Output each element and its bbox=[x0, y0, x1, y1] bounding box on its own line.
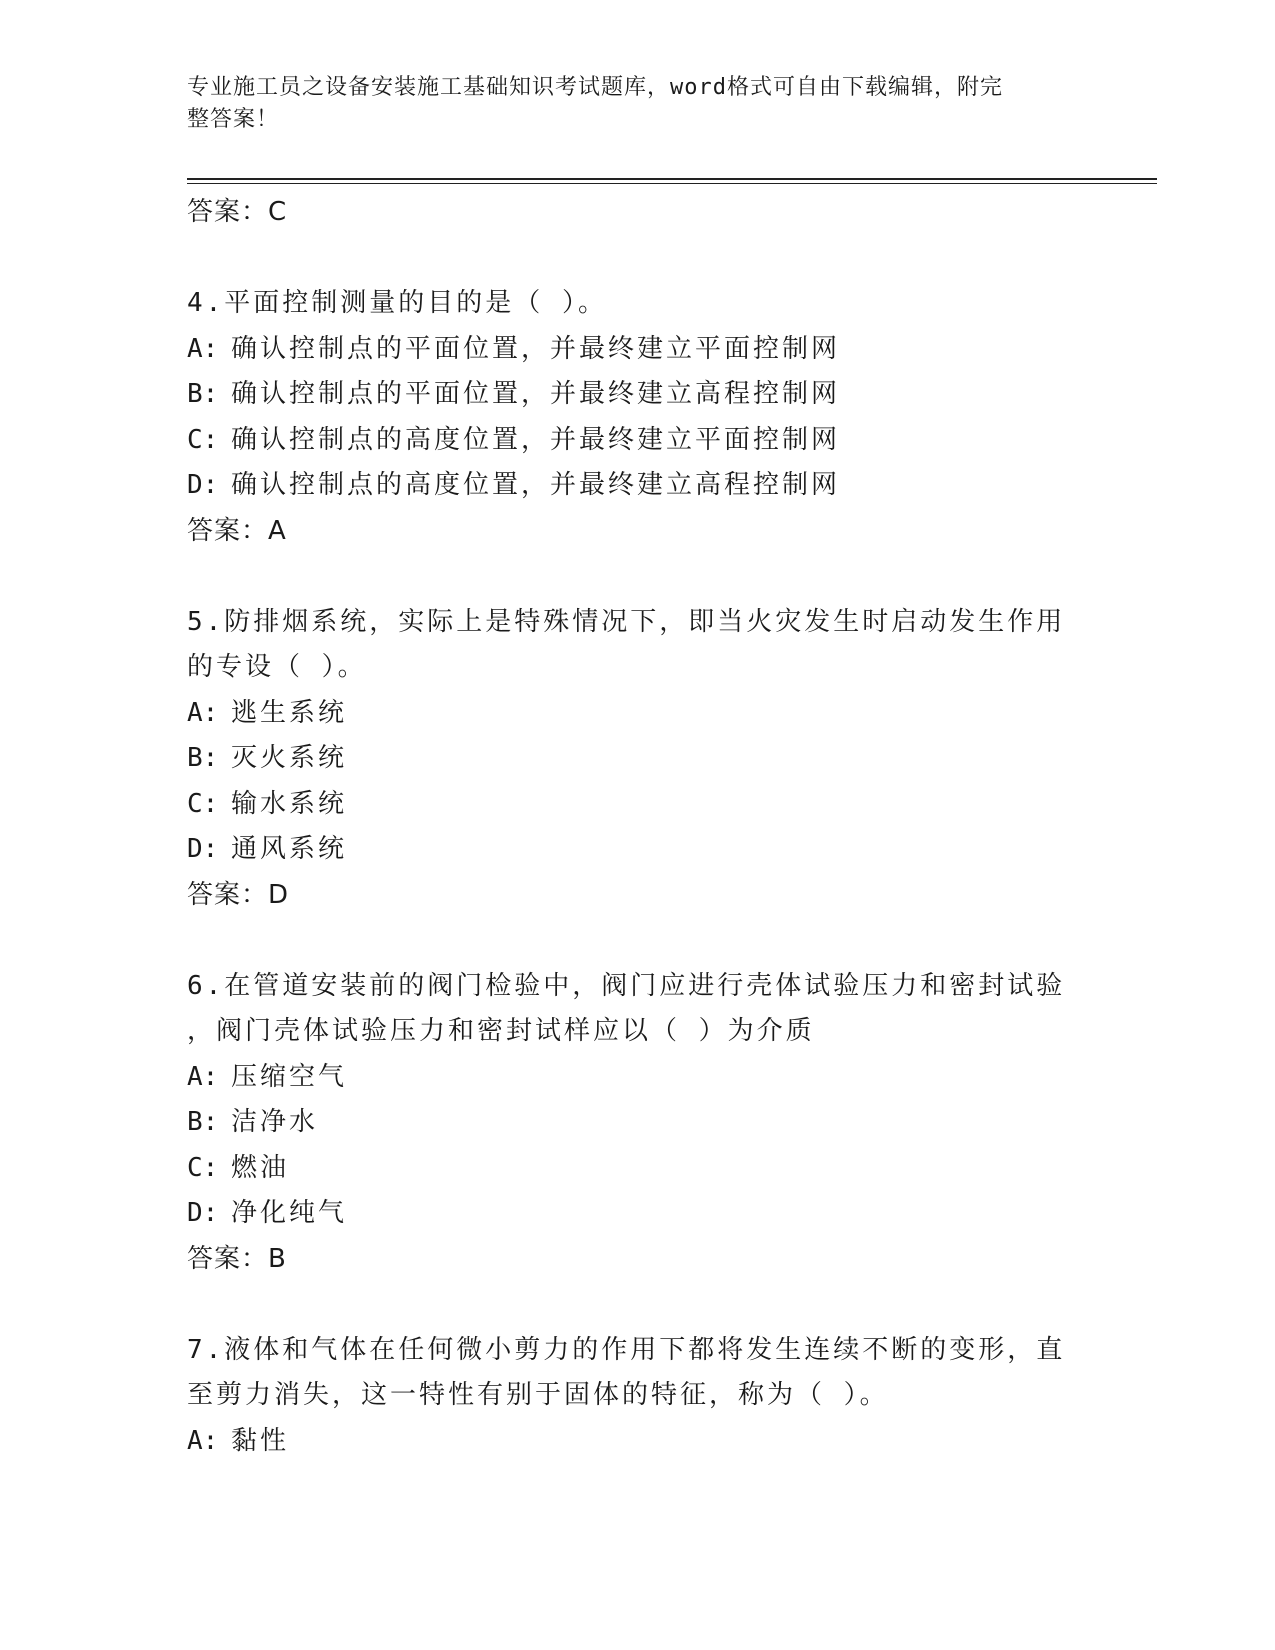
option-key: A: bbox=[187, 333, 219, 364]
answer-option bbox=[187, 463, 1087, 509]
question-text: 的专设（ ）。 bbox=[187, 652, 367, 682]
answer-option bbox=[187, 1146, 1087, 1192]
answer-option bbox=[187, 1100, 1087, 1146]
answer-option bbox=[187, 418, 1087, 464]
answer-option bbox=[187, 1419, 1087, 1465]
option-key: A: bbox=[187, 1061, 219, 1092]
option-key: C: bbox=[187, 1152, 219, 1183]
answer-option bbox=[187, 827, 1087, 873]
option-key: B: bbox=[187, 379, 219, 409]
spacer bbox=[187, 918, 1087, 964]
answer-option bbox=[187, 327, 1087, 373]
answer-option bbox=[187, 691, 1087, 737]
answer-line: 答案：A bbox=[187, 515, 287, 546]
option-text: 黏性 bbox=[231, 1425, 290, 1456]
option-key: D: bbox=[187, 1198, 219, 1228]
spacer bbox=[187, 1282, 1087, 1328]
answer-line: 答案：B bbox=[187, 1243, 287, 1274]
option-key: C: bbox=[187, 424, 219, 455]
option-text: 确认控制点的平面位置，并最终建立高程控制网 bbox=[231, 379, 841, 409]
option-key: B: bbox=[187, 743, 219, 773]
answer-line: 答案：D bbox=[187, 879, 290, 910]
option-text: 确认控制点的平面位置，并最终建立平面控制网 bbox=[231, 333, 841, 364]
option-text: 逃生系统 bbox=[231, 697, 348, 728]
question-text: 7.液体和气体在任何微小剪力的作用下都将发生连续不断的变形，直 bbox=[187, 1334, 1066, 1365]
spacer bbox=[187, 236, 1087, 282]
answer-option bbox=[187, 372, 1087, 418]
header-divider bbox=[187, 178, 1157, 184]
answer-option bbox=[187, 1055, 1087, 1101]
header-line-1: 专业施工员之设备安装施工基础知识考试题库，word格式可自由下载编辑，附完 bbox=[187, 75, 1003, 100]
option-text: 输水系统 bbox=[231, 788, 348, 819]
question-text: 6.在管道安装前的阀门检验中，阀门应进行壳体试验压力和密封试验 bbox=[187, 970, 1066, 1001]
option-text: 洁净水 bbox=[231, 1107, 319, 1137]
header-line-2: 整答案！ bbox=[187, 107, 280, 132]
option-key: B: bbox=[187, 1107, 219, 1137]
option-key: D: bbox=[187, 834, 219, 864]
option-text: 燃油 bbox=[231, 1152, 290, 1183]
answer-option bbox=[187, 1191, 1087, 1237]
question-text: 至剪力消失，这一特性有别于固体的特征，称为（ ）。 bbox=[187, 1380, 889, 1410]
option-text: 净化纯气 bbox=[231, 1198, 348, 1228]
option-text: 压缩空气 bbox=[231, 1061, 348, 1092]
option-key: A: bbox=[187, 1425, 219, 1456]
answer-option bbox=[187, 736, 1087, 782]
document-header bbox=[187, 72, 1067, 136]
question-list bbox=[187, 190, 1087, 1464]
option-text: 灭火系统 bbox=[231, 743, 348, 773]
answer-option bbox=[187, 782, 1087, 828]
option-text: 确认控制点的高度位置，并最终建立平面控制网 bbox=[231, 424, 841, 455]
option-text: 确认控制点的高度位置，并最终建立高程控制网 bbox=[231, 470, 841, 500]
question-text: 5.防排烟系统，实际上是特殊情况下，即当火灾发生时启动发生作用 bbox=[187, 606, 1066, 637]
option-text: 通风系统 bbox=[231, 834, 348, 864]
spacer bbox=[187, 554, 1087, 600]
question-text: 4.平面控制测量的目的是（ ）。 bbox=[187, 288, 607, 318]
answer-line: 答案：C bbox=[187, 197, 288, 227]
option-key: A: bbox=[187, 697, 219, 728]
question-text: ，阀门壳体试验压力和密封试样应以（ ）为介质 bbox=[187, 1016, 815, 1046]
option-key: D: bbox=[187, 470, 219, 500]
option-key: C: bbox=[187, 788, 219, 819]
